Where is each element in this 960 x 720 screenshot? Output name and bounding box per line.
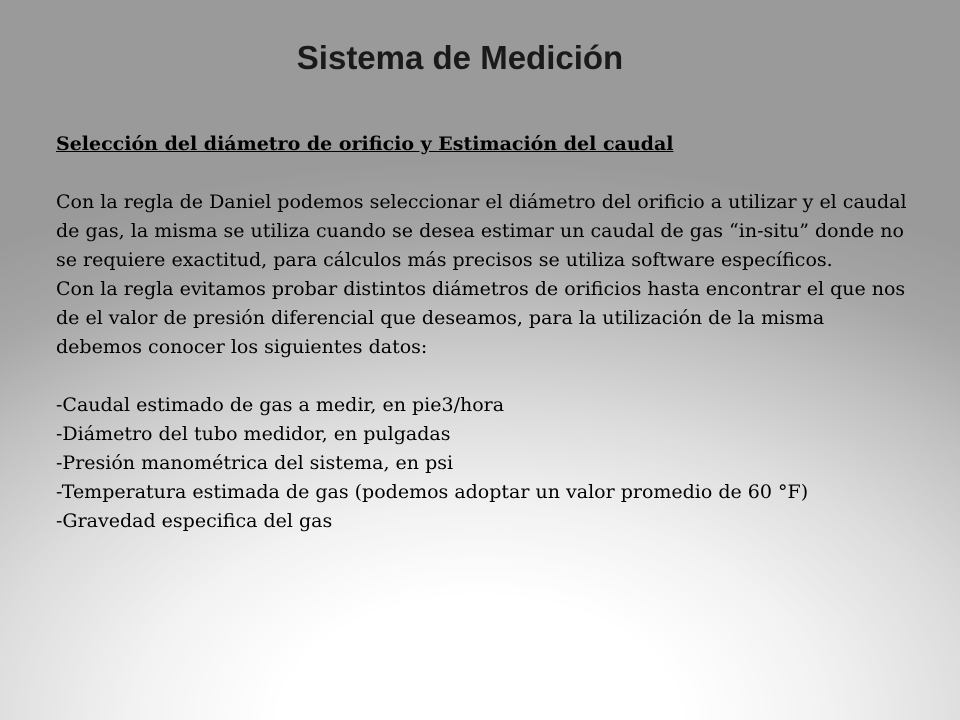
list-item: -Gravedad especifica del gas bbox=[56, 510, 333, 532]
slide-title: Sistema de Medición bbox=[296, 39, 624, 76]
section-subtitle: Selección del diámetro de orificio y Estimación del caudal bbox=[56, 133, 674, 155]
list-item: -Caudal estimado de gas a medir, en pie3/hora bbox=[56, 394, 505, 416]
paragraph-daniel-rule: Con la regla de Daniel podemos seleccionar el diámetro del orificio a utilizar y el caudal de gas, la misma se utiliza cuando se desea estimar un caudal de gas “in-situ” donde no se requiere exactitud, para cálculos más precisos se utiliza software específicos. bbox=[56, 191, 907, 271]
paragraph-required-data: Con la regla evitamos probar distintos diámetros de orificios hasta encontrar el que nos de el valor de presión diferencial que deseamos, para la utilización de la misma debemos conocer los siguientes datos: bbox=[56, 278, 906, 358]
list-item: -Temperatura estimada de gas (podemos adoptar un valor promedio de 60 °F) bbox=[56, 481, 809, 503]
required-data-list bbox=[56, 391, 916, 536]
spacer bbox=[56, 159, 916, 188]
list-item: -Diámetro del tubo medidor, en pulgadas bbox=[56, 423, 451, 445]
spacer bbox=[56, 362, 916, 391]
slide-body bbox=[56, 130, 916, 536]
list-item: -Presión manométrica del sistema, en psi bbox=[56, 452, 454, 474]
